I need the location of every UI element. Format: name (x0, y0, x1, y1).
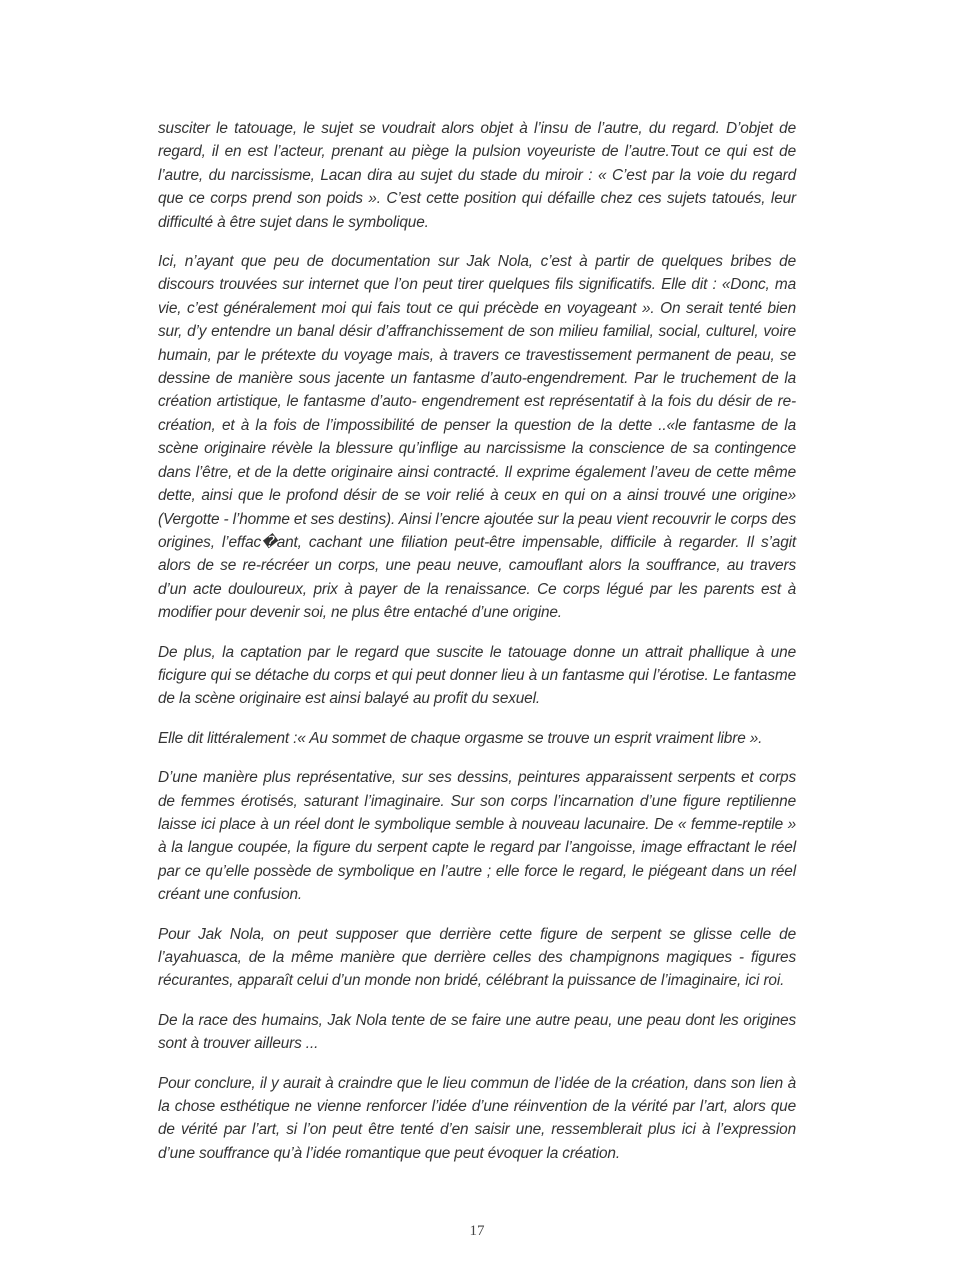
paragraph-4: Elle dit littéralement :« Au sommet de chaque orgasme se trouve un esprit vraiment libre ». (158, 729, 763, 747)
paragraph-7: De la race des humains, Jak Nola tente de se faire une autre peau, une peau dont les origines sont à trouver ailleurs ... (158, 1011, 796, 1053)
page-number: 17 (469, 1223, 485, 1239)
paragraph-5: D’une manière plus représentative, sur ses dessins, peintures apparaissent serpents et corps de femmes érotisés, saturant l’imaginaire. Sur son corps l’incarnation d’une figure reptilienne laisse ici place à un réel dont le symbolique semble à nouveau lacunaire. De « femme-reptile » à la langue coupée, la figure du serpent capte le regard par l’angoisse, image effractant le réel par ce qu’elle possède de symbolique en l’autre ; elle force le regard, le piégeant dans un réel créant une confusion. (158, 769, 796, 904)
body-text (158, 117, 796, 1181)
paragraph-6: Pour Jak Nola, on peut supposer que derrière cette figure de serpent se glisse celle de l’ayahuasca, de la même manière que derrière celles des champignons magiques - figures récurantes, apparaît celui d’un monde non bridé, célébrant la puissance de l’imaginaire, ici roi. (158, 925, 796, 990)
paragraph-2: Ici, n’ayant que peu de documentation sur Jak Nola, c’est à partir de quelques bribes de discours trouvées sur internet que l’on peut tirer quelques fils significatifs. Elle dit : «Donc, ma vie, c’est généralement moi qui fais tout ce qui précède en voyageant ». On serait tenté bien sur, d’y entendre un banal désir d’affranchissement de son milieu familial, social, culturel, voire humain, par le prétexte du voyage mais, à travers ce travestissement permanent de peau, se dessine de manière sous jacente un fantasme d’auto-engendrement. Par le truchement de la création artistique, le fantasme d’auto- engendrement est représentatif à la fois du désir de re-création, et à la fois de l’impossibilité de penser la question de la dette ..«le fantasme de la scène originaire révèle la blessure qu’inflige au narcissisme la conscience de sa contingence dans l’être, et de la dette originaire ainsi contracté. Il exprime également l’aveu de cette même dette, ainsi que le profond désir de se voir relié à ceux en qui on a ainsi trouvé une origine» (Vergotte - l’homme et ses destins). Ainsi l’encre ajoutée sur la peau vient recouvrir le corps des origines, l’effac�ant, cachant une filiation peut-être impensable, difficile à regarder. Il s’agit alors de se re-récréer un corps, une peau neuve, camouflant alors la souffrance, au travers d’un acte douloureux, prix à payer de la renaissance. Ce corps légué par les parents est à modifier pour devenir soi, ne plus être entaché d’une origine. (158, 253, 796, 622)
paragraph-3: De plus, la captation par le regard que suscite le tatouage donne un attrait phallique à une ficigure qui se détache du corps et qui peut donner lieu à un fantasme qui l’érotise. Le fantasme de la scène originaire est ainsi balayé au profit du sexuel. (158, 643, 796, 708)
paragraph-1: susciter le tatouage, le sujet se voudrait alors objet à l’insu de l’autre, du regard. D’objet de regard, il en est l’acteur, prenant au piège la pulsion voyeuriste de l’autre.Tout ce qui est de l’autre, du narcissisme, Lacan dira au sujet du stade du miroir : « C’est par la voie du regard que ce corps prend son poids ». C’est cette position qui défaille chez ces sujets tatoués, leur difficulté à être sujet dans le symbolique. (158, 120, 796, 231)
paragraph-8: Pour conclure, il y aurait à craindre que le lieu commun de l’idée de la création, dans son lien à la chose esthétique ne vienne renforcer l’idée d’une réinvention de la vérité par l’art, alors que de vérité par l’art, si l’on peut être tenté d’en saisir une, ressemblerait plus ici à l’expression d’une souffrance qu’à l’idée romantique que peut évoquer la création. (158, 1074, 796, 1162)
